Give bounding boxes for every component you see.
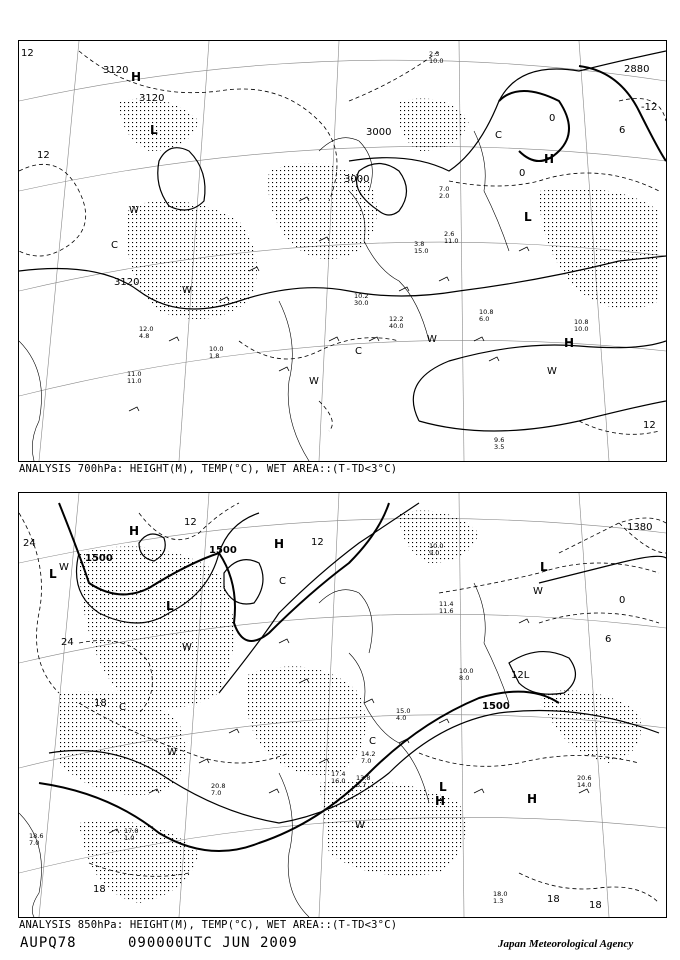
isotherm-label: 6 [605, 634, 612, 645]
station-plot: 20.6 14.0 [577, 774, 592, 789]
isotherm-label: 18 [547, 894, 560, 905]
warm-center-label: W [547, 366, 557, 377]
station-plot: 10.2 30.0 [354, 292, 369, 307]
height-contour-label: 2880 [624, 64, 650, 75]
warm-center-label: W [309, 376, 319, 387]
station-plot: 20.8 7.0 [211, 782, 226, 797]
height-contour-label: 3120 [114, 277, 140, 288]
warm-center-label: W [427, 334, 437, 345]
warm-center-label: W [182, 642, 192, 653]
height-contour-label: 1500 [482, 701, 510, 712]
cold-center-label: C [355, 346, 362, 357]
station-plot: 3.8 15.0 [414, 240, 429, 255]
isotherm-label: 24 [23, 538, 36, 549]
isotherm-label: 18 [93, 884, 106, 895]
low-center-label: L [166, 599, 174, 613]
high-center-label: H [129, 524, 140, 538]
valid-time: 090000UTC JUN 2009 [128, 935, 298, 951]
high-center-label: H [544, 152, 555, 166]
wet-area [59, 511, 641, 904]
low-center-label: L [150, 123, 158, 137]
map-700hpa-graphic [19, 41, 666, 461]
station-plot: 18.6 7.0 [29, 832, 44, 847]
station-plot: 12.2 40.0 [389, 315, 404, 330]
station-plot: 10.8 6.0 [479, 308, 494, 323]
isotherm-label: 18 [589, 900, 602, 911]
warm-center-label: W [59, 562, 69, 573]
agency-credit: Japan Meteorological Agency [498, 938, 634, 950]
low-center-label: L [524, 210, 532, 224]
isotherm-label: 18 [94, 698, 107, 709]
height-contour-label: 3000 [366, 127, 392, 138]
station-plot: 9.6 3.5 [494, 436, 505, 451]
low-center-label: L [49, 567, 57, 581]
isotherm-label: -12 [641, 102, 658, 113]
height-contour-label: 1380 [627, 522, 653, 533]
station-plot: 10.0 9.0 [429, 542, 444, 557]
low-center-label: L [540, 560, 548, 574]
map-panel-850hpa [18, 492, 667, 918]
height-contour-label: 1500 [85, 553, 113, 564]
station-plot: 10.8 10.0 [574, 318, 589, 333]
isotherm-label: 12 [37, 150, 50, 161]
high-center-label: H [564, 336, 575, 350]
station-plot: 2.3 10.0 [429, 50, 444, 65]
isotherm-label: 24 [61, 637, 74, 648]
height-contour-label: 1500 [209, 545, 237, 556]
station-plot: 11.0 11.0 [127, 370, 142, 385]
warm-center-label: W [182, 285, 192, 296]
station-plot: 10.0 1.8 [209, 345, 224, 360]
height-contours-bold [499, 66, 666, 161]
height-contour-label: 3120 [103, 65, 129, 76]
map-caption-700hpa: ANALYSIS 700hPa: HEIGHT(M), TEMP(°C), WET AREA::(T-TD<3°C) [19, 463, 398, 475]
high-center-label: H [131, 70, 142, 84]
high-center-label: H [274, 537, 285, 551]
isotherm-label: 12 [21, 48, 34, 59]
isotherm-label: 6 [619, 125, 626, 136]
isotherm-label: 12 [643, 420, 656, 431]
warm-center-label: W [355, 820, 365, 831]
station-plot: 18.0 1.3 [493, 890, 508, 905]
station-plot: 17.4 16.0 [331, 770, 346, 785]
cold-center-label: C [369, 736, 376, 747]
station-plot: 14.2 7.0 [361, 750, 376, 765]
isotherm-label: 0 [519, 168, 526, 179]
station-plot: 12.0 4.8 [139, 325, 154, 340]
coastline [19, 131, 509, 461]
map-caption-850hpa: ANALYSIS 850hPa: HEIGHT(M), TEMP(°C), WET AREA::(T-TD<3°C) [19, 919, 398, 931]
station-plot: 2.6 11.0 [444, 230, 459, 245]
station-plot: 13.8 3.7 [356, 774, 371, 789]
station-plot: 7.0 2.0 [439, 185, 450, 200]
isotherm-label: 0 [549, 113, 556, 124]
height-contour-label: 3000 [344, 174, 370, 185]
isotherm-label: 12 [184, 517, 197, 528]
isotherm-label: 0 [619, 595, 626, 606]
cold-center-label: C [111, 240, 118, 251]
low-center-label: L [439, 780, 447, 794]
warm-center-label: W [533, 586, 543, 597]
isotherm-label: 12L [511, 670, 530, 681]
warm-center-label: W [129, 205, 139, 216]
map-850hpa-graphic [19, 493, 666, 917]
station-plot: 10.0 8.0 [459, 667, 474, 682]
high-center-label: H [435, 794, 446, 808]
cold-center-label: C [119, 702, 126, 713]
cold-center-label: C [495, 130, 502, 141]
isotherm-label: 12 [311, 537, 324, 548]
height-contour-label: 3120 [139, 93, 165, 104]
high-center-label: H [527, 792, 538, 806]
cold-center-label: C [279, 576, 286, 587]
map-panel-700hpa [18, 40, 667, 462]
product-id: AUPQ78 [20, 935, 77, 951]
warm-center-label: W [167, 747, 177, 758]
station-plot: 17.0 1.0 [124, 827, 139, 842]
station-plot: 11.4 11.6 [439, 600, 454, 615]
station-plot: 15.0 4.0 [396, 707, 411, 722]
